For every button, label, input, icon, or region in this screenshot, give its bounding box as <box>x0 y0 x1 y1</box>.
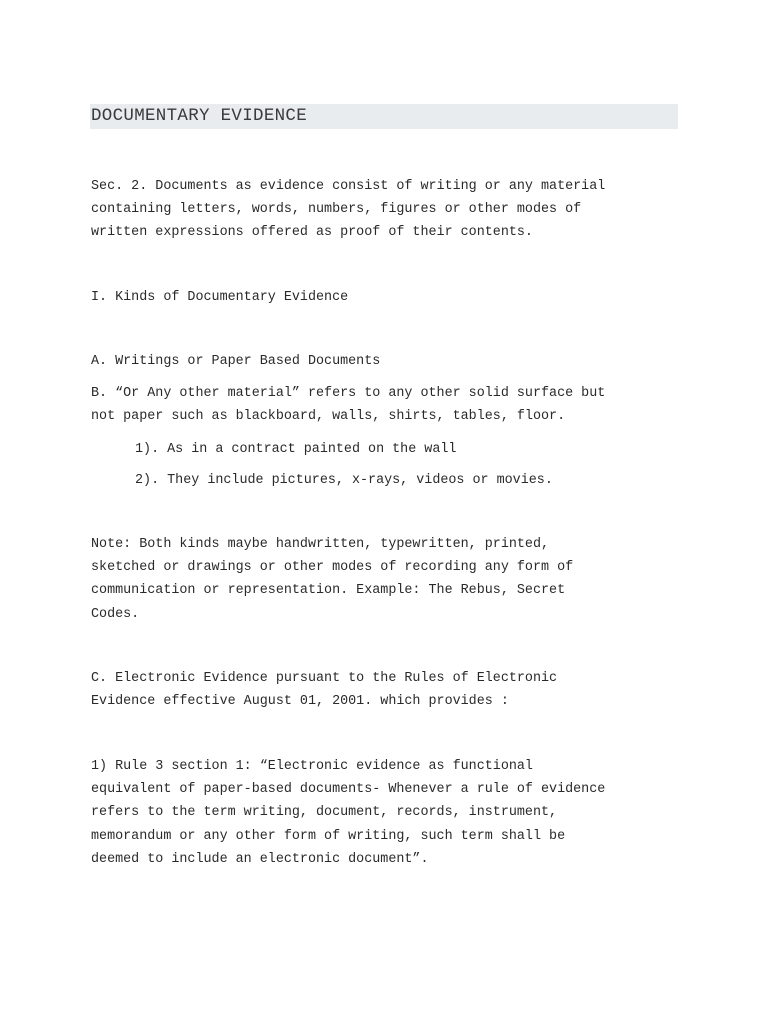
sub-item-1: 1). As in a contract painted on the wall <box>135 442 457 457</box>
note-paragraph: Note: Both kinds maybe handwritten, typewritten, printed, sketched or drawings or other modes of recording any form of communication or representation. Example: The Rebus, Secret Codes. <box>91 537 574 622</box>
kinds-heading: I. Kinds of Documentary Evidence <box>91 290 349 305</box>
section-2-paragraph: Sec. 2. Documents as evidence consist of writing or any material containing letters, words, numbers, figures or other modes of written expressions offered as proof of their contents. <box>91 179 606 241</box>
rule-3-paragraph: 1) Rule 3 section 1: “Electronic evidence as functional equivalent of paper-based documents- Whenever a rule of evidence refers to the term writing, document, records, instrument, memorandum or any other form of writing, such term shall be deemed to include an electronic document”. <box>91 759 606 867</box>
page-title: DOCUMENTARY EVIDENCE <box>91 106 308 126</box>
item-a: A. Writings or Paper Based Documents <box>91 354 381 369</box>
item-c: C. Electronic Evidence pursuant to the Rules of Electronic Evidence effective August 01, 2001. which provides : <box>91 671 558 710</box>
item-b: B. “Or Any other material” refers to any other solid surface but not paper such as blackboard, walls, shirts, tables, floor. <box>91 386 606 425</box>
sub-item-2: 2). They include pictures, x-rays, videos or movies. <box>135 473 553 488</box>
